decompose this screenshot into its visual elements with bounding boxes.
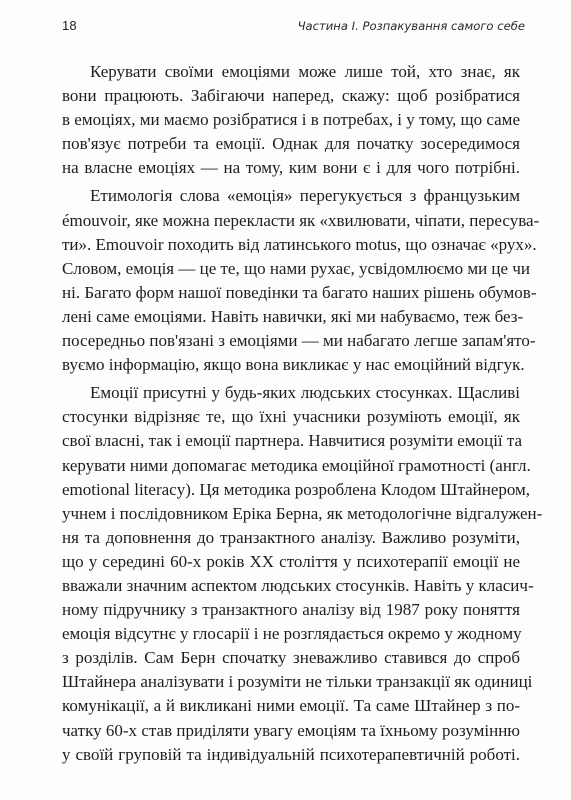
page-header xyxy=(62,18,525,38)
text-line: чатку 60-х став приділяти увагу емоціям та їхньому розумінню xyxy=(62,720,520,740)
text-line: émouvoir, яке можна перекласти як «хвилювати, чіпати, пересува- xyxy=(62,210,540,230)
paragraph xyxy=(62,184,540,377)
text-line: ні. Багато форм нашої поведінки та багато наших рішень обумов- xyxy=(62,282,537,302)
text-line: Емоції присутні у будь-яких людських стосунках. Щасливі xyxy=(90,383,520,403)
text-line: з розділів. Сам Берн спочатку зневажливо ставився до спроб xyxy=(62,648,520,668)
text-line: Етимологія слова «емоція» перегукується з французьким xyxy=(90,186,520,206)
text-line: вважали значним аспектом людських стосунків. Навіть у класич- xyxy=(62,575,534,595)
paragraph xyxy=(62,381,543,767)
text-line: учнем і послідовником Еріка Берна, як методологічне відгалужен- xyxy=(62,503,543,523)
text-line: вони працюють. Забігаючи наперед, скажу: щоб розібратися xyxy=(62,86,520,106)
text-line: посередньо пов'язані з емоціями — ми набагато легше запам'ято- xyxy=(62,331,536,351)
running-head: Частина І. Розпакування самого себе xyxy=(297,19,525,33)
text-line: ти». Emouvoir походить від латинського motus, що означає «рух». xyxy=(62,234,537,254)
page-number: 18 xyxy=(62,18,77,33)
text-line: emotional literacy). Ця методика розроблена Клодом Штайнером, xyxy=(62,479,531,499)
text-line: ня та доповнення до транзактного аналізу. Важливо розуміти, xyxy=(62,527,520,547)
text-line: керувати ними допомагає методика емоційної грамотності (англ. xyxy=(62,455,531,475)
text-line: ному підручнику з транзактного аналізу від 1987 року поняття xyxy=(62,600,520,620)
text-line: вуємо інформацію, якщо вона викликає у нас емоційний відгук. xyxy=(62,355,525,375)
text-line: Штайнера аналізувати і розуміти не тільки транзакції як одиниці xyxy=(62,672,533,692)
text-line: в емоціях, ми маємо розібратися і в потребах, і у тому, що саме xyxy=(62,110,520,130)
paragraph xyxy=(62,60,520,180)
text-line: комунікації, а й викликані ними емоції. Та саме Штайнер з по- xyxy=(62,696,520,716)
text-line: Керувати своїми емоціями може лише той, хто знає, як xyxy=(90,62,520,81)
text-line: лені саме емоціями. Навіть навички, які ми набуваємо, теж без- xyxy=(62,306,524,326)
text-line: що у середині 60-х років ХХ століття у психотерапії емоції не xyxy=(62,551,520,571)
text-line: у своїй груповій та індивідуальній психотерапевтичній роботі. xyxy=(62,744,520,764)
text-line: на власне емоціях — на тому, ким вони є і для чого потрібні. xyxy=(62,158,520,178)
text-line: свої власні, так і емоції партнера. Навчитися розуміти емоції та xyxy=(62,431,523,451)
text-line: стосунки відрізняє те, що їхні учасники розуміють емоції, як xyxy=(62,407,520,427)
text-line: Словом, емоція — це те, що нами рухає, усвідомлюємо ми це чи xyxy=(62,258,530,278)
text-line: емоція відсутнє у глосарії і не розглядається окремо у жодному xyxy=(62,624,522,644)
text-line: пов'язує потреби та емоції. Однак для початку зосередимося xyxy=(62,134,520,154)
body-text xyxy=(62,60,543,767)
